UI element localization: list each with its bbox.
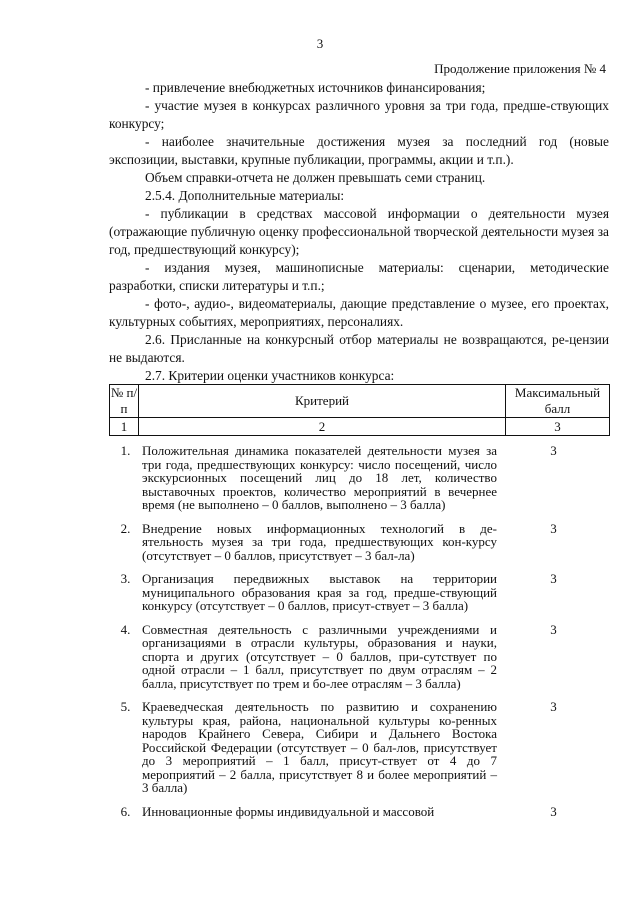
row-number: 3. [120, 571, 131, 586]
appendix-continuation-label: Продолжение приложения № 4 [434, 61, 606, 76]
row-criterion: Краеведческая деятельность по развитию и сохранению культуры края, района, национальной культуры ко-ренных народов Крайнего Севера, Сибири и Дальнего Востока Российской Федерации (отсутствует – 0 бал-лов, присутствует до 3 мероприятий – 1 балл, присут-ствует от 4 до 7 мероприятий – 2 балла, присутствует 8 и более мероприятий – 3 балла) [142, 699, 497, 795]
table-row [109, 805, 610, 819]
table-row [109, 700, 610, 795]
row-criterion: Совместная деятельность с различными учреждениями и организациями в отрасли культуры, образования и науки, спорта и других (отсутствует – 0 баллов, при-сутствует по одной отрасли – 1 балл, присутствует по двум отраслям – 2 балла, присутствует по трем и бо-лее отраслям – 3 балла) [142, 621, 497, 691]
row-max-score: 3 [550, 443, 557, 458]
column-number-3: 3 [506, 418, 610, 436]
header-max-score: Максимальный балл [506, 385, 610, 418]
paragraph: - привлечение внебюджетных источников финансирования; [145, 80, 486, 95]
table-row [109, 572, 610, 613]
page-number: 3 [316, 36, 324, 51]
row-criterion: Внедрение новых информационных технологий в де-ятельность музея за три года, предшествующих кон-курсу (отсутствует – 0 баллов, присутствует – 3 бал-ла) [142, 520, 497, 563]
row-criterion: Положительная динамика показателей деятельности музея за три года, предшествующих конкурсу: число посещений, число экскурсионных посещений лиц до 18 лет, количество выставочных проектов, количество мероприятий в вечернее время (не выполнено – 0 баллов, выполнено – 3 балла) [142, 443, 497, 512]
table-row [109, 522, 610, 563]
column-number-2: 2 [139, 418, 506, 436]
paragraph: Объем справки-отчета не должен превышать семи страниц. [145, 170, 486, 185]
paragraph: - участие музея в конкурсах различного уровня за три года, предше-ствующих конкурсу; [109, 98, 609, 131]
header-number: № п/п [110, 385, 138, 416]
paragraph: - издания музея, машинописные материалы: сценарии, методические разработки, списки литературы и т.п.; [109, 260, 609, 293]
table-row [109, 623, 610, 691]
row-number: 1. [120, 443, 131, 458]
paragraph: 2.6. Присланные на конкурсный отбор материалы не возвращаются, ре-цензии не выдаются. [109, 332, 609, 365]
column-number-1: 1 [110, 418, 139, 436]
paragraph: 2.7. Критерии оценки участников конкурса: [145, 368, 395, 383]
paragraph: - наиболее значительные достижения музея за последний год (новые экспозиции, выставки, крупные публикации, программы, акции и т.п.). [109, 134, 609, 167]
row-criterion: Организация передвижных выставок на территории муниципального образования края за год, предше-ствующий конкурсу (отсутствует – 0 баллов, присут-ствует – 3 балла) [142, 571, 497, 613]
header-criterion: Критерий [139, 385, 506, 418]
row-max-score: 3 [550, 621, 557, 637]
row-max-score: 3 [550, 571, 557, 586]
row-number: 5. [120, 699, 131, 714]
row-max-score: 3 [550, 520, 557, 536]
row-number: 2. [120, 520, 131, 536]
row-number: 4. [120, 621, 131, 637]
table-row [109, 444, 610, 512]
criteria-table-header [109, 384, 610, 436]
document-body [109, 79, 609, 385]
paragraph: - публикации в средствах массовой информации о деятельности музея (отражающие публичную оценку профессиональной творческой деятельности музея за год, предшествующий конкурсу); [109, 206, 609, 257]
row-max-score: 3 [550, 803, 557, 819]
row-max-score: 3 [550, 699, 557, 714]
paragraph: - фото-, аудио-, видеоматериалы, дающие представление о музее, его проектах, культурных событиях, мероприятиях, персоналиях. [109, 296, 609, 329]
row-number: 6. [120, 803, 131, 819]
row-criterion: Инновационные формы индивидуальной и массовой [142, 803, 435, 819]
paragraph: 2.5.4. Дополнительные материалы: [145, 188, 345, 203]
criteria-list [109, 444, 610, 828]
